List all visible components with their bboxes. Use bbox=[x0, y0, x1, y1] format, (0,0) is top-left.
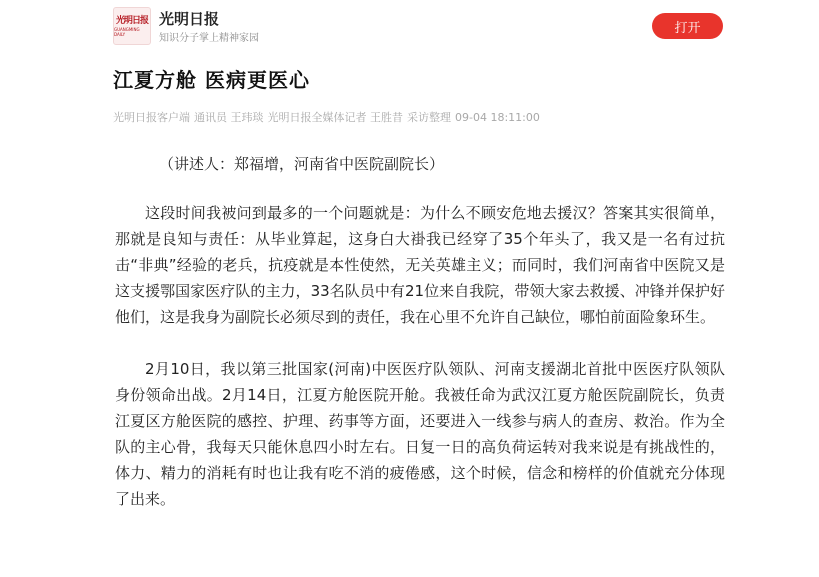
article-reporter: 通讯员 王玮琰 bbox=[194, 111, 264, 124]
article-paragraph: 2月10日，我以第三批国家(河南)中医医疗队领队、河南支援湖北首批中医医疗队领队身份领命出战。2月14日，江夏方舱医院开舱。我被任命为武汉江夏方舱医院副院长，负责江夏区方舱医院的感控、护理、药事等方面，还要进入一线参与病人的查房、救治。作为全队的主心骨，我每天只能休息四小时左右。日复一日的高负荷运转对我来说是有挑战性的，体力、精力的消耗有时也让我有吃不消的疲倦感，这个时候，信念和榜样的价值就充分体现了出来。 bbox=[115, 360, 725, 508]
speaker-line: （讲述人：郑福增，河南省中医院副院长） bbox=[159, 155, 445, 173]
article-paragraph: 这段时间我被问到最多的一个问题就是：为什么不顾安危地去援汉？答案其实很简单，那就是良知与责任：从毕业算起，这身白大褂我已经穿了35个年头了，我又是一名有过抗击“非典”经验的老兵，抗疫就是本性使然，无关英雄主义；而同时，我们河南省中医院又是这支援鄂国家医疗队的主力，33名队员中有21位来自我院，带领大家去救援、冲锋并保护好他们，这是我身为副院长必须尽到的责任，我在心里不允许自己缺位，哪怕前面险象环生。 bbox=[115, 204, 725, 326]
open-app-button[interactable]: 打开 bbox=[652, 13, 723, 39]
article-editor-note: 采访整理 bbox=[407, 111, 451, 124]
app-name: 光明日报 bbox=[159, 10, 220, 28]
article-reporter: 光明日报全媒体记者 王胜昔 bbox=[267, 111, 403, 124]
logo-calligraphy: 光明日报 bbox=[115, 15, 148, 26]
article-source: 光明日报客户端 bbox=[113, 111, 190, 124]
article-title: 江夏方舱 医病更医心 bbox=[113, 68, 310, 92]
article-meta bbox=[113, 109, 544, 125]
logo-subtext: GUANGMING DAILY bbox=[114, 26, 140, 37]
article-timestamp: 09-04 18:11:00 bbox=[455, 111, 540, 124]
article-body bbox=[115, 150, 725, 527]
app-logo bbox=[113, 7, 151, 45]
app-slogan: 知识分子掌上精神家园 bbox=[159, 33, 259, 44]
app-banner bbox=[0, 0, 819, 56]
